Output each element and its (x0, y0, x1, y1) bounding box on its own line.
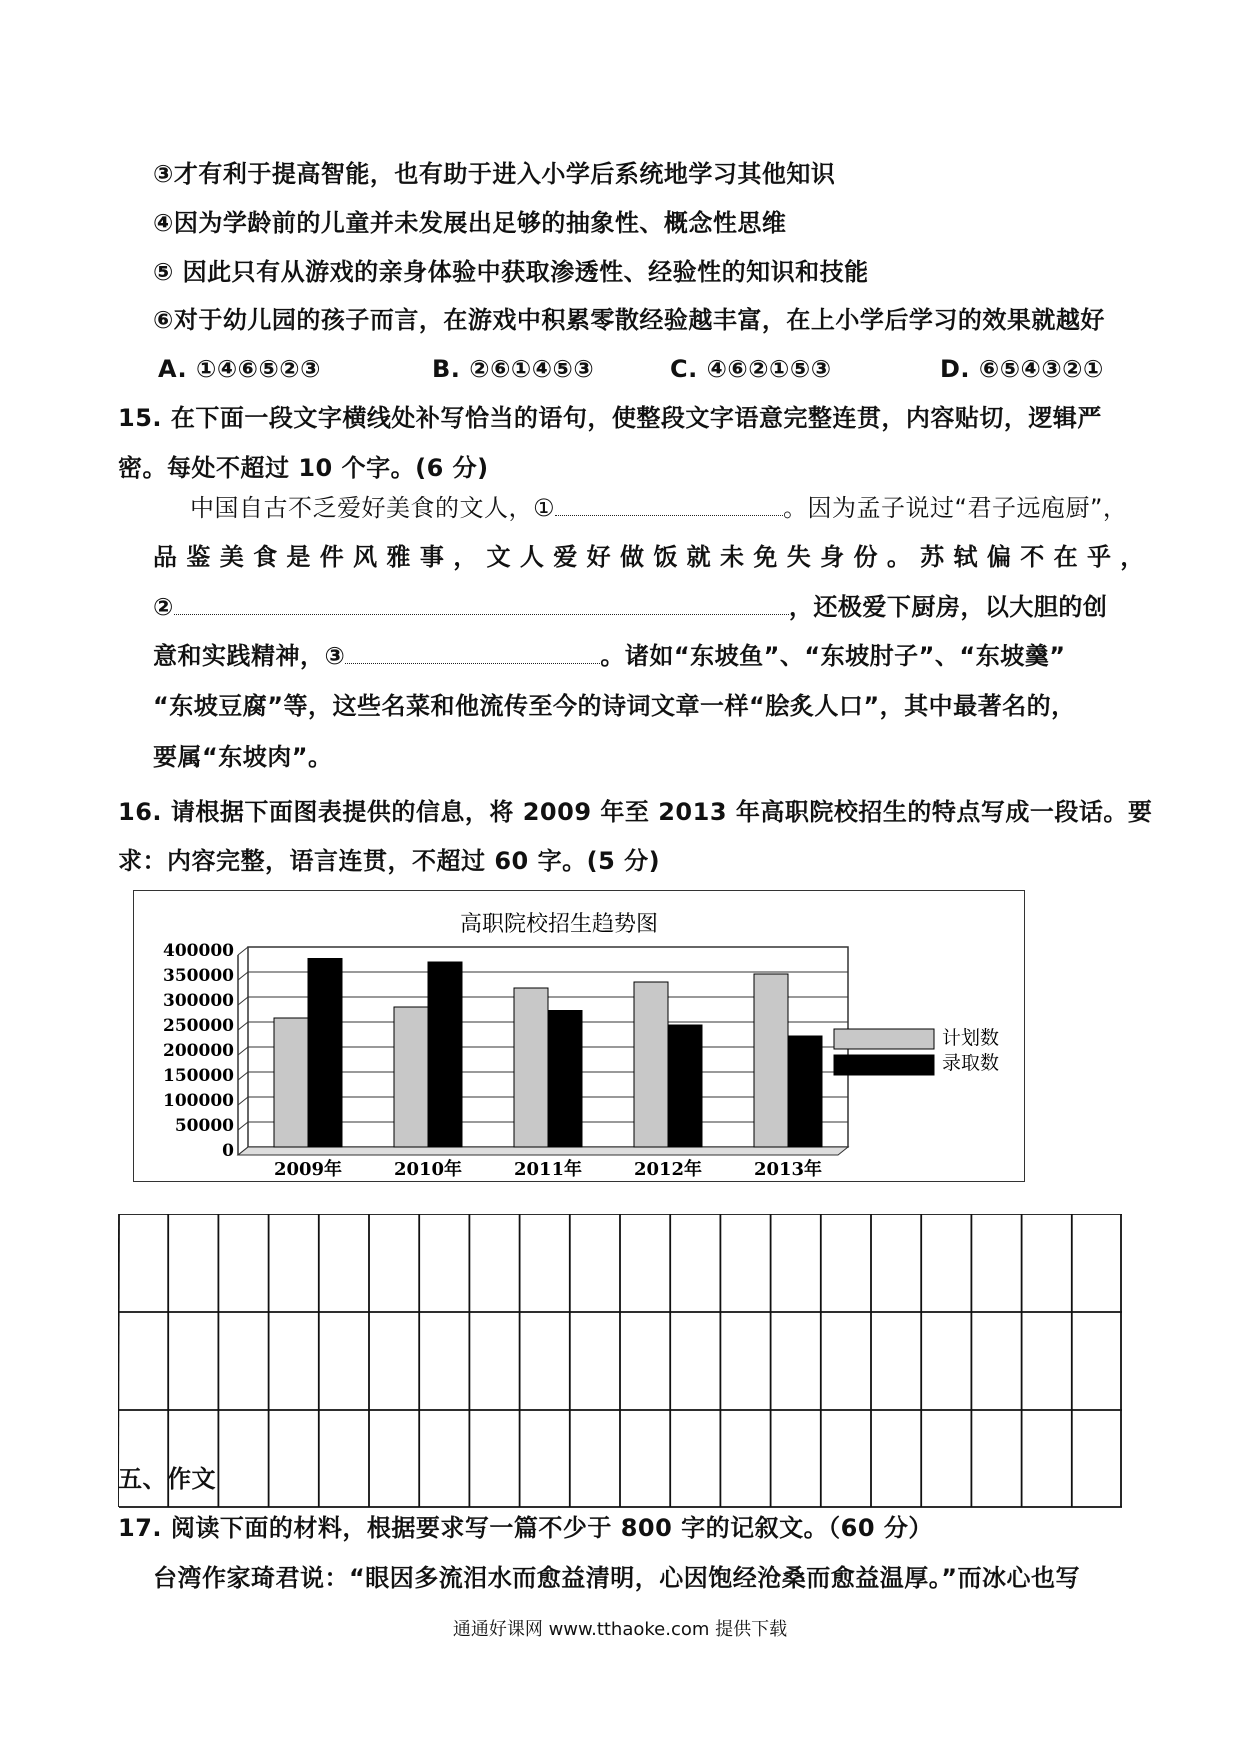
grid-diagonal (238, 1022, 248, 1030)
plot-floor (238, 1147, 848, 1155)
blank-2[interactable] (174, 592, 789, 615)
legend-swatch-admit (834, 1055, 934, 1075)
bar-plan (274, 1018, 308, 1147)
grid-diagonal (238, 947, 248, 955)
option-6: ⑥对于幼儿园的孩子而言，在游戏中积累零散经验越丰富，在上小学后学习的效果就越好 (153, 306, 1105, 334)
q15-line1: 15. 在下面一段文字横线处补写恰当的语句，使整段文字语意完整连贯，内容贴切，逻辑严 (118, 404, 1102, 432)
y-tick-label: 200000 (163, 1041, 234, 1061)
legend-swatch-plan (834, 1029, 934, 1049)
q17-material: 台湾作家琦君说：“眼因多流泪水而愈益清明，心因饱经沧桑而愈益温厚。”而冰心也写 (153, 1564, 1081, 1592)
blank-1[interactable] (555, 493, 783, 516)
q15-para-line1 (190, 492, 1127, 524)
q15-text: ② (153, 593, 174, 621)
q16-line1: 16. 请根据下面图表提供的信息，将 2009 年至 2013 年高职院校招生的特点写成一段话。要 (118, 798, 1153, 826)
bar-plan (754, 974, 788, 1147)
bar-plan (394, 1007, 428, 1147)
x-tick-label: 2010年 (393, 1159, 463, 1180)
page-footer: 通通好课网 www.tthaoke.com 提供下载 (452, 1619, 788, 1640)
y-tick-label: 400000 (163, 941, 234, 961)
bar-plan (514, 988, 548, 1147)
q15-para-line3 (153, 591, 1107, 623)
bar-admit (548, 1011, 582, 1148)
choice-b: B. ②⑥①④⑤③ (432, 355, 595, 383)
choice-c: C. ④⑥②①⑤③ (670, 355, 832, 383)
y-tick-label: 50000 (174, 1116, 234, 1136)
q17-line: 17. 阅读下面的材料，根据要求写一篇不少于 800 字的记叙文。（60 分） (118, 1514, 933, 1542)
q15-text: 。诸如“东坡鱼”、“东坡肘子”、“东坡羹” (600, 642, 1066, 670)
q15-para-line5: “东坡豆腐”等，这些名菜和他流传至今的诗词文章一样“脍炙人口”，其中最著名的， (153, 692, 1076, 720)
blank-3[interactable] (345, 641, 600, 664)
grid-diagonal (238, 1072, 248, 1080)
y-tick-label: 100000 (163, 1091, 234, 1111)
choice-d: D. ⑥⑤④③②① (940, 355, 1104, 383)
q15-line2: 密。每处不超过 10 个字。(6 分) (118, 454, 489, 482)
option-5: ⑤ 因此只有从游戏的亲身体验中获取渗透性、经验性的知识和技能 (153, 258, 869, 286)
x-tick-label: 2009年 (273, 1159, 343, 1180)
y-tick-label: 150000 (163, 1066, 234, 1086)
grid-diagonal (238, 1122, 248, 1130)
x-tick-label: 2011年 (513, 1159, 583, 1180)
grid-diagonal (238, 1097, 248, 1105)
q15-para-line6: 要属“东坡肉”。 (153, 743, 333, 771)
option-4: ④因为学龄前的儿童并未发展出足够的抽象性、概念性思维 (153, 209, 787, 237)
grid-diagonal (238, 972, 248, 980)
y-tick-label: 300000 (163, 991, 234, 1011)
y-tick-label: 0 (222, 1141, 234, 1161)
x-tick-label: 2012年 (633, 1159, 703, 1180)
bar-admit (428, 962, 462, 1147)
legend-label-admit: 录取数 (942, 1052, 1000, 1074)
q15-text: ，还极爱下厨房，以大胆的创 (788, 593, 1108, 621)
q15-text: 意和实践精神，③ (153, 642, 346, 670)
bar-chart (134, 891, 1024, 1181)
q15-text: 。因为孟子说过“君子远庖厨”， (783, 494, 1128, 522)
y-tick-label: 350000 (163, 966, 234, 986)
grid-diagonal (238, 997, 248, 1005)
bar-plan (634, 982, 668, 1147)
q16-line2: 求：内容完整，语言连贯，不超过 60 字。(5 分) (118, 847, 661, 875)
section-five-title: 五、作文 (118, 1465, 216, 1493)
chart-title: 高职院校招生趋势图 (459, 912, 659, 937)
grid-diagonal (238, 1047, 248, 1055)
option-3: ③才有利于提高智能，也有助于进入小学后系统地学习其他知识 (153, 160, 836, 188)
bar-admit (788, 1036, 822, 1147)
bar-admit (668, 1025, 702, 1147)
chart-frame (133, 890, 1025, 1182)
q15-para-line4 (153, 640, 1065, 672)
answer-grid[interactable] (118, 1214, 1122, 1508)
y-tick-label: 250000 (163, 1016, 234, 1036)
q15-text: 中国自古不乏爱好美食的文人，① (190, 494, 556, 522)
bar-admit (308, 959, 342, 1148)
x-tick-label: 2013年 (753, 1159, 823, 1180)
legend-label-plan: 计划数 (942, 1027, 1000, 1049)
choice-a: A. ①④⑥⑤②③ (158, 355, 321, 383)
q15-para-line2: 品 鉴 美 食 是 件 风 雅 事 ， 文 人 爱 好 做 饭 就 未 免 失 身 份 。 苏 轼 偏 不 在 乎 ， (153, 543, 1145, 571)
